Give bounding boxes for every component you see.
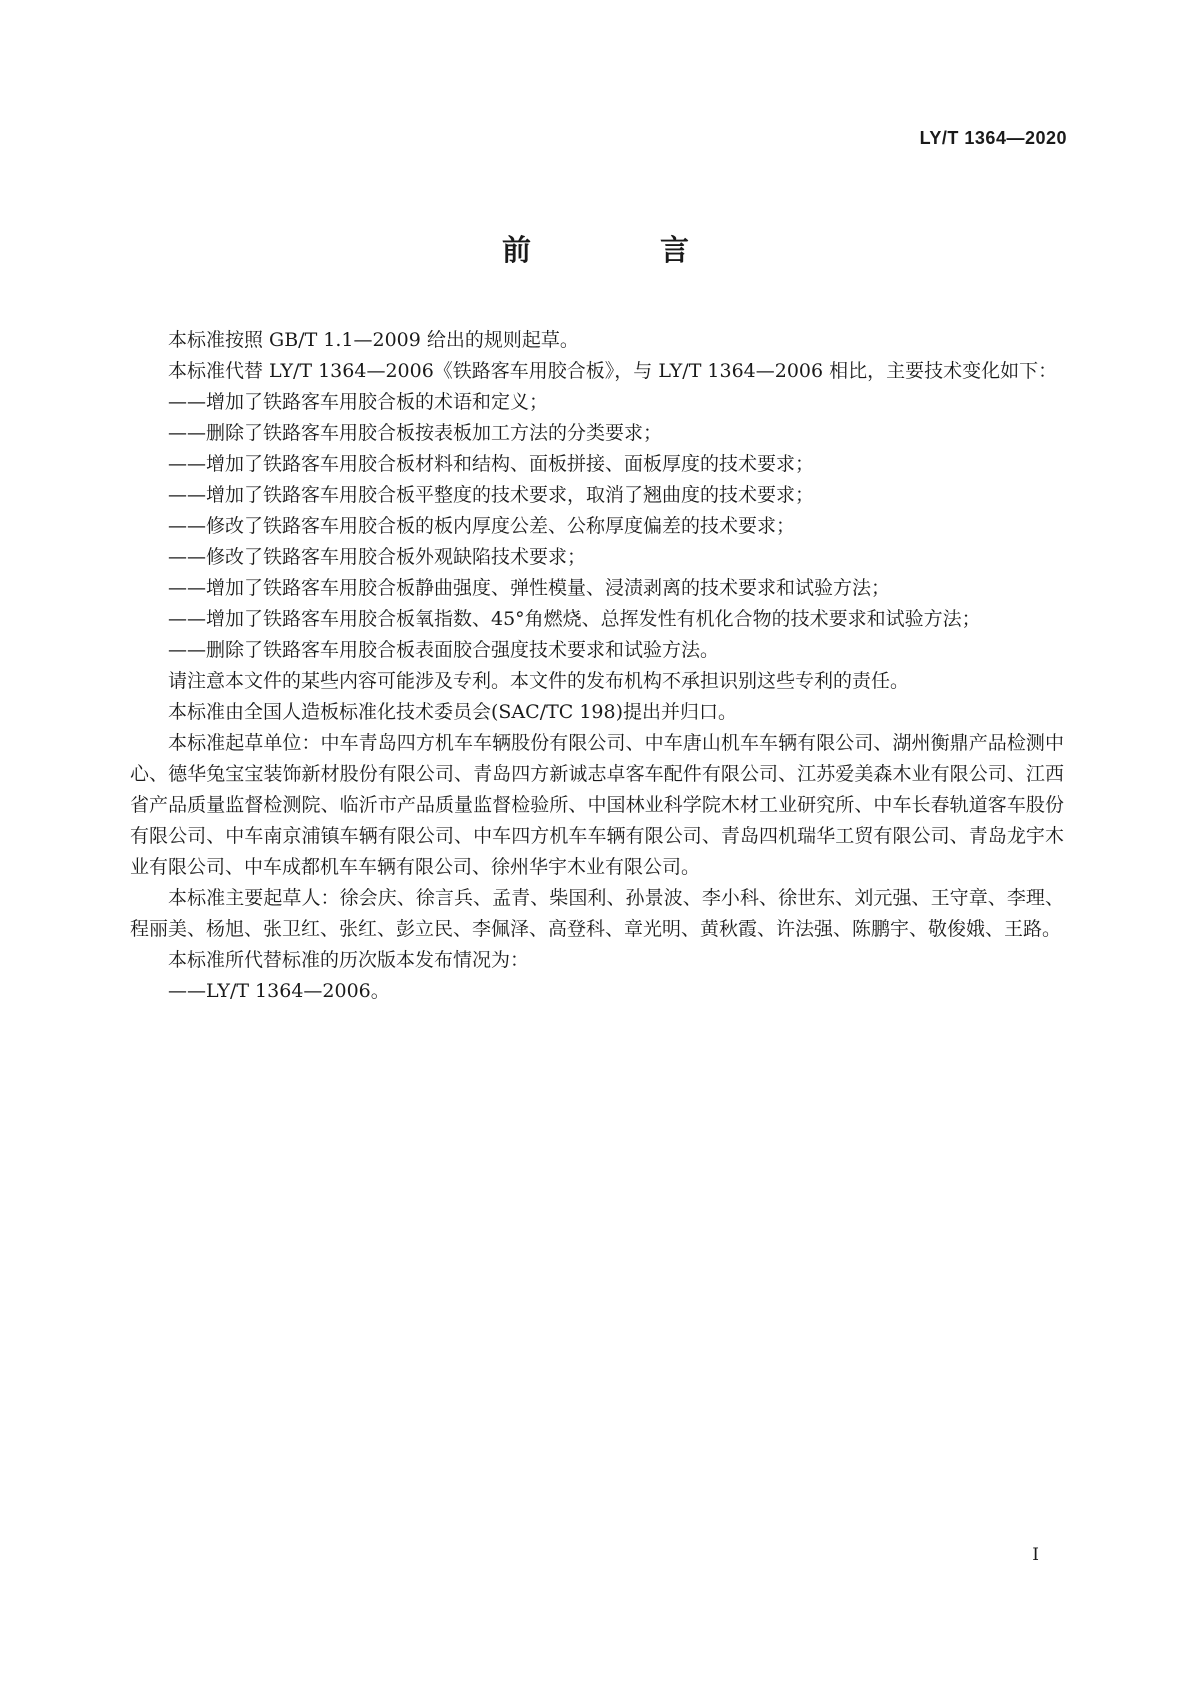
change-item: ——增加了铁路客车用胶合板的术语和定义； xyxy=(168,391,549,413)
paragraph-drafters: 本标准主要起草人：徐会庆、徐言兵、孟青、柴国利、孙景波、李小科、徐世东、刘元强、王守章、李理、程丽美、杨旭、张卫红、张红、彭立民、李佩泽、高登科、章光明、黄秋霞、许法强、陈鹏宇、敬俊娥、王路。 xyxy=(130,887,1064,940)
change-item: ——增加了铁路客车用胶合板氧指数、45°角燃烧、总挥发性有机化合物的技术要求和试验方法； xyxy=(168,608,981,630)
paragraph-replacement: 本标准代替 LY/T 1364—2006《铁路客车用胶合板》，与 LY/T 1364—2006 相比，主要技术变化如下： xyxy=(168,360,1058,382)
change-item: ——删除了铁路客车用胶合板按表板加工方法的分类要求； xyxy=(168,422,663,444)
paragraph-patent-note: 请注意本文件的某些内容可能涉及专利。本文件的发布机构不承担识别这些专利的责任。 xyxy=(168,670,910,692)
foreword-body xyxy=(130,325,1064,1007)
change-item: ——修改了铁路客车用胶合板外观缺陷技术要求； xyxy=(168,546,587,568)
paragraph-proposer: 本标准由全国人造板标准化技术委员会(SAC/TC 198)提出并归口。 xyxy=(168,701,738,723)
change-item: ——增加了铁路客车用胶合板平整度的技术要求，取消了翘曲度的技术要求； xyxy=(168,484,815,506)
paragraph-history-intro: 本标准所代替标准的历次版本发布情况为： xyxy=(168,949,530,971)
change-item: ——删除了铁路客车用胶合板表面胶合强度技术要求和试验方法。 xyxy=(168,639,720,661)
page-title: 前 言 xyxy=(501,233,739,267)
paragraph-drafting-rules: 本标准按照 GB/T 1.1—2009 给出的规则起草。 xyxy=(168,329,579,351)
change-item: ——增加了铁路客车用胶合板材料和结构、面板拼接、面板厚度的技术要求； xyxy=(168,453,815,475)
page-number: I xyxy=(1032,1545,1039,1565)
history-item: ——LY/T 1364—2006。 xyxy=(168,980,390,1002)
change-item: ——增加了铁路客车用胶合板静曲强度、弹性模量、浸渍剥离的技术要求和试验方法； xyxy=(168,577,891,599)
paragraph-drafting-units: 本标准起草单位：中车青岛四方机车车辆股份有限公司、中车唐山机车车辆有限公司、湖州衡鼎产品检测中心、德华兔宝宝装饰新材股份有限公司、青岛四方新诚志卓客车配件有限公司、江苏爱美森木业有限公司、江西省产品质量监督检测院、临沂市产品质量监督检验所、中国林业科学院木材工业研究所、中车长春轨道客车股份有限公司、中车南京浦镇车辆有限公司、中车四方机车车辆有限公司、青岛四机瑞华工贸有限公司、青岛龙宇木业有限公司、中车成都机车车辆有限公司、徐州华宇木业有限公司。 xyxy=(130,732,1064,878)
change-item: ——修改了铁路客车用胶合板的板内厚度公差、公称厚度偏差的技术要求； xyxy=(168,515,796,537)
standard-code: LY/T 1364—2020 xyxy=(919,128,1067,148)
